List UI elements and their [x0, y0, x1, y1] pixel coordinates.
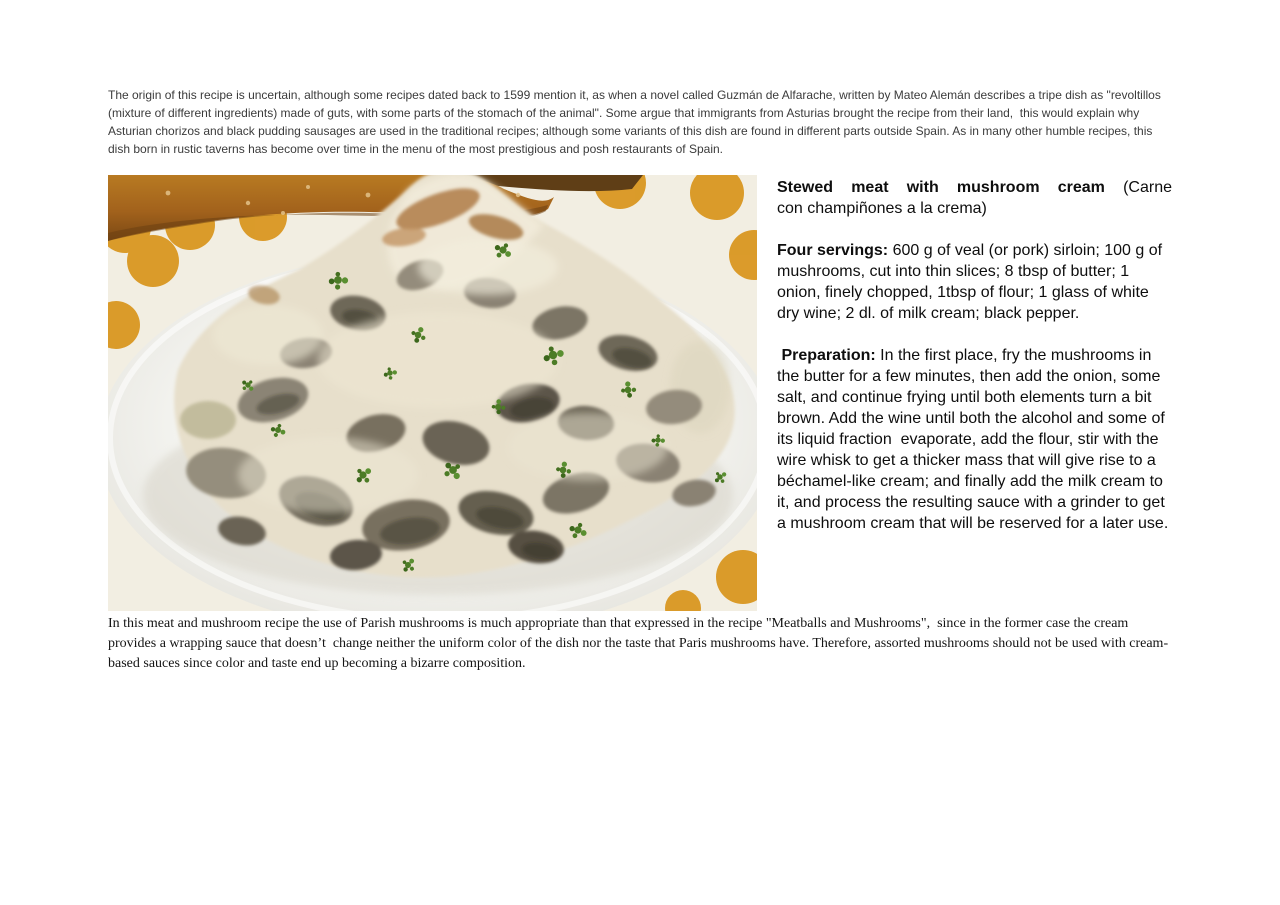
dish-photo	[108, 175, 757, 611]
photo-and-recipe-row	[108, 175, 1172, 611]
recipe-title-spanish-start: (Carne	[1104, 179, 1172, 196]
servings-label: Four servings:	[777, 242, 889, 259]
servings-text: 600 g of veal (or pork) sirloin; 100 g of mushrooms, cut into thin slices; 8 tbsp of butter; 1 onion, finely chopped, 1tbsp of flour; 1 glass of white dry wine; 2 dl. of milk cream; black pepper.	[777, 242, 1167, 322]
recipe-title-line2: con champiñones a la crema)	[777, 200, 987, 217]
preparation-text: In the first place, fry the mushrooms in the butter for a few minutes, then add the onion, some salt, and continue frying until both elements turn a bit brown. Add the wine until both the alcohol and some of its liquid fraction evaporate, add the flour, stir with the wire whisk to get a thicker mass that will give rise to a béchamel-like cream; and finally add the milk cream to it, and process the resulting sauce with a grinder to get a mushroom cream that will be reserved for a later use.	[777, 347, 1170, 532]
dish-photo-graphic	[108, 175, 757, 611]
recipe-title	[777, 177, 1172, 219]
preparation-paragraph	[777, 345, 1172, 534]
recipe-title-line1	[777, 177, 1172, 198]
preparation-label: Preparation:	[777, 347, 876, 364]
footer-note-paragraph: In this meat and mushroom recipe the use of Parish mushrooms is much appropriate than that expressed in the recipe "Meatballs and Mushrooms", since in the former case the cream provides a wrapping sauce that doesn’t change neither the uniform color of the dish nor the taste that Paris mushrooms have. Therefore, assorted mushrooms should not be used with cream-based sauces since color and taste end up becoming a bizarre composition.	[108, 616, 1169, 671]
servings-paragraph	[777, 240, 1172, 324]
recipe-title-english: Stewed meat with mushroom cream	[777, 179, 1105, 196]
document-content	[108, 86, 1172, 674]
recipe-column	[777, 175, 1172, 534]
intro-paragraph: The origin of this recipe is uncertain, although some recipes dated back to 1599 mention it, as when a novel called Guzmán de Alfarache, written by Mateo Alemán describes a tripe dish as "revoltillos (mixture of different ingredients) made of guts, with some parts of the stomach of the animal". Some argue that immigrants from Asturias brought the recipe from their land, this would explain why Asturian chorizos and black pudding sausages are used in the traditional recipes; although some variants of this dish are found in different parts outside Spain. As in many other humble recipes, this dish born in rustic taverns has become over time in the menu of the most prestigious and posh restaurants of Spain.	[108, 88, 1165, 156]
